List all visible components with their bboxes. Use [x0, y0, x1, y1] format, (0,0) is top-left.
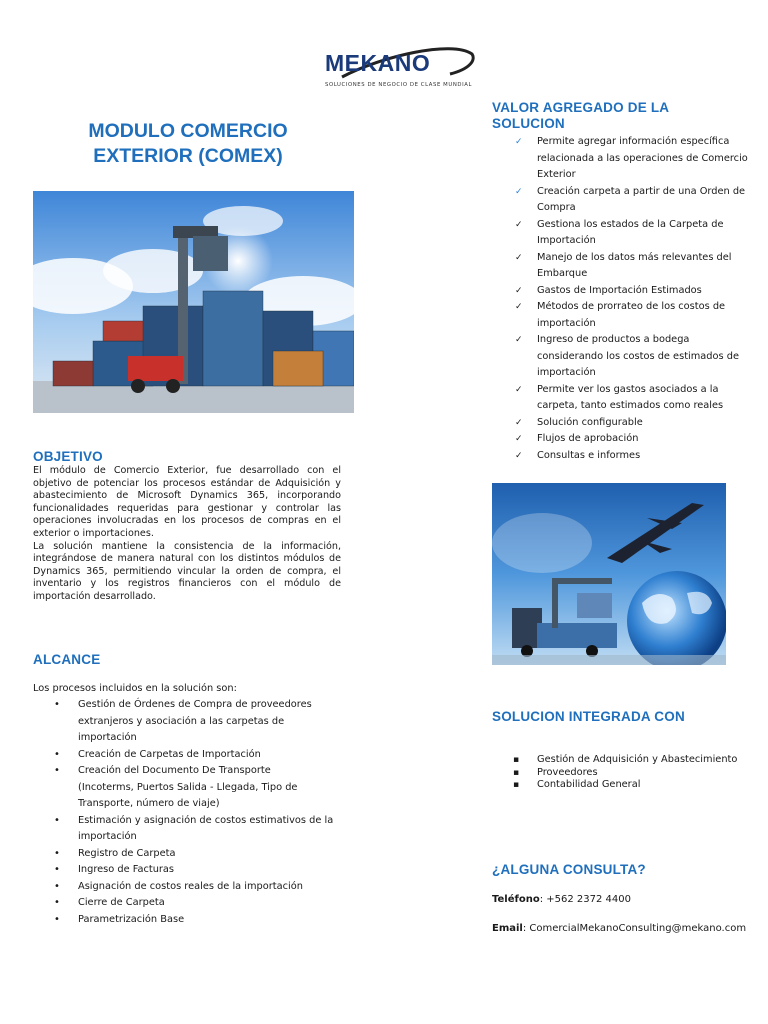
check-icon: ✓ [515, 417, 523, 428]
check-icon: ✓ [515, 252, 523, 263]
phone-line [492, 893, 631, 907]
page-title-line2: EXTERIOR (COMEX) [93, 145, 283, 167]
alcance-item: • Estimación y asignación de costos estimativos de la importación [33, 813, 343, 846]
alcance-item: • Creación de Carpetas de Importación [33, 747, 343, 764]
valor-item-text: Creación carpeta a partir de una Orden de Compra [537, 185, 746, 213]
check-icon: ✓ [515, 384, 523, 395]
page-title [33, 119, 343, 169]
consulta-heading: ¿ALGUNA CONSULTA? [492, 862, 646, 877]
check-icon: ✓ [515, 302, 523, 312]
check-icon: ✓ [515, 137, 523, 147]
objetivo-heading: OBJETIVO [33, 449, 103, 464]
check-icon: ✓ [515, 186, 523, 197]
valor-item [492, 134, 757, 184]
check-icon: ✓ [515, 285, 523, 296]
alcance-heading: ALCANCE [33, 652, 101, 667]
valor-item [492, 283, 757, 300]
check-icon: ✓ [515, 450, 523, 461]
mekano-logo [322, 44, 480, 92]
valor-item-text: Permite ver los gastos asociados a la carpeta, tanto estimados como reales [537, 383, 724, 411]
valor-item-text: Ingreso de productos a bodega considerando los costos de estimados de importación [537, 334, 739, 378]
valor-item-text: Consultas e informes [537, 449, 641, 461]
check-icon: ✓ [515, 219, 523, 230]
valor-heading [492, 100, 669, 132]
alcance-intro: Los procesos incluidos en la solución son: [33, 683, 237, 694]
valor-item-text: Manejo de los datos más relevantes del Embarque [537, 251, 732, 279]
alcance-item: • Registro de Carpeta [33, 846, 343, 863]
integrada-item: ▪ Proveedores [492, 767, 757, 780]
objetivo-text [33, 465, 341, 604]
valor-item [492, 431, 757, 448]
objetivo-paragraph-1: El módulo de Comercio Exterior, fue desarrollado con el objetivo de potenciar los procesos estándar de Adquisición y abastecimiento de Microsoft Dynamics 365, incorporando funcionalidades requeridas para gestionar y controlar las operaciones involucradas en los procesos de compras en el exterior o importaciones. [33, 465, 341, 539]
valor-item [492, 299, 757, 332]
valor-item-text: Flujos de aprobación [537, 433, 639, 444]
email-label: Email [492, 923, 523, 934]
page-title-line1: MODULO COMERCIO [88, 120, 288, 142]
check-icon: ✓ [515, 335, 523, 345]
alcance-item: • Gestión de Órdenes de Compra de proveedores extranjeros y asociación a las carpetas de importación [33, 697, 343, 747]
valor-item-text: Gestiona los estados de la Carpeta de Importación [537, 218, 724, 246]
valor-item [492, 217, 757, 250]
logo-tagline: SOLUCIONES DE NEGOCIO DE CLASE MUNDIAL [325, 82, 473, 88]
alcance-item: • Parametrización Base [33, 912, 343, 929]
alcance-item: • Ingreso de Facturas [33, 862, 343, 879]
email-line [492, 922, 746, 936]
alcance-item: • Creación del Documento De Transporte (Incoterms, Puertos Salida - Llegada, Tipo de Transporte, número de viaje) [33, 763, 343, 813]
valor-item-text: Permite agregar información específica relacionada a las operaciones de Comercio Exterior [537, 136, 748, 180]
phone-value: : +562 2372 4400 [539, 894, 631, 905]
alcance-item: • Cierre de Carpeta [33, 895, 343, 912]
valor-item [492, 332, 757, 382]
alcance-item: • Asignación de costos reales de la importación [33, 879, 343, 896]
alcance-list [33, 697, 343, 928]
integrada-item: ▪ Contabilidad General [492, 779, 757, 792]
valor-item [492, 184, 757, 217]
valor-item [492, 448, 757, 465]
valor-heading-line1: VALOR AGREGADO DE LA [492, 100, 670, 115]
valor-item-text: Solución configurable [537, 416, 643, 428]
integrada-heading: SOLUCION INTEGRADA CON [492, 709, 685, 724]
phone-label: Teléfono [492, 894, 540, 905]
check-icon: ✓ [515, 434, 523, 444]
valor-item [492, 250, 757, 283]
valor-item [492, 415, 757, 432]
logistics-globe-image [492, 483, 726, 665]
container-port-image [33, 191, 354, 413]
valor-item-text: Gastos de Importación Estimados [537, 284, 702, 296]
valor-list [492, 134, 757, 464]
valor-item-text: Métodos de prorrateo de los costos de importación [537, 301, 726, 329]
objetivo-paragraph-2: La solución mantiene la consistencia de la información, integrándose de manera natural con los distintos módulos de Dynamics 365, permitiendo vincular la orden de compra, el inventario y los registros financieros con el módulo de importación desarrollado. [33, 540, 341, 602]
valor-item [492, 382, 757, 415]
logo-wordmark: MEKANO [325, 50, 431, 76]
email-value[interactable]: : ComercialMekanoConsulting@mekano.com [522, 923, 747, 934]
valor-heading-line2: SOLUCION [492, 116, 565, 131]
integrada-list [492, 754, 757, 792]
integrada-item: ▪ Gestión de Adquisición y Abastecimiento [492, 754, 757, 767]
